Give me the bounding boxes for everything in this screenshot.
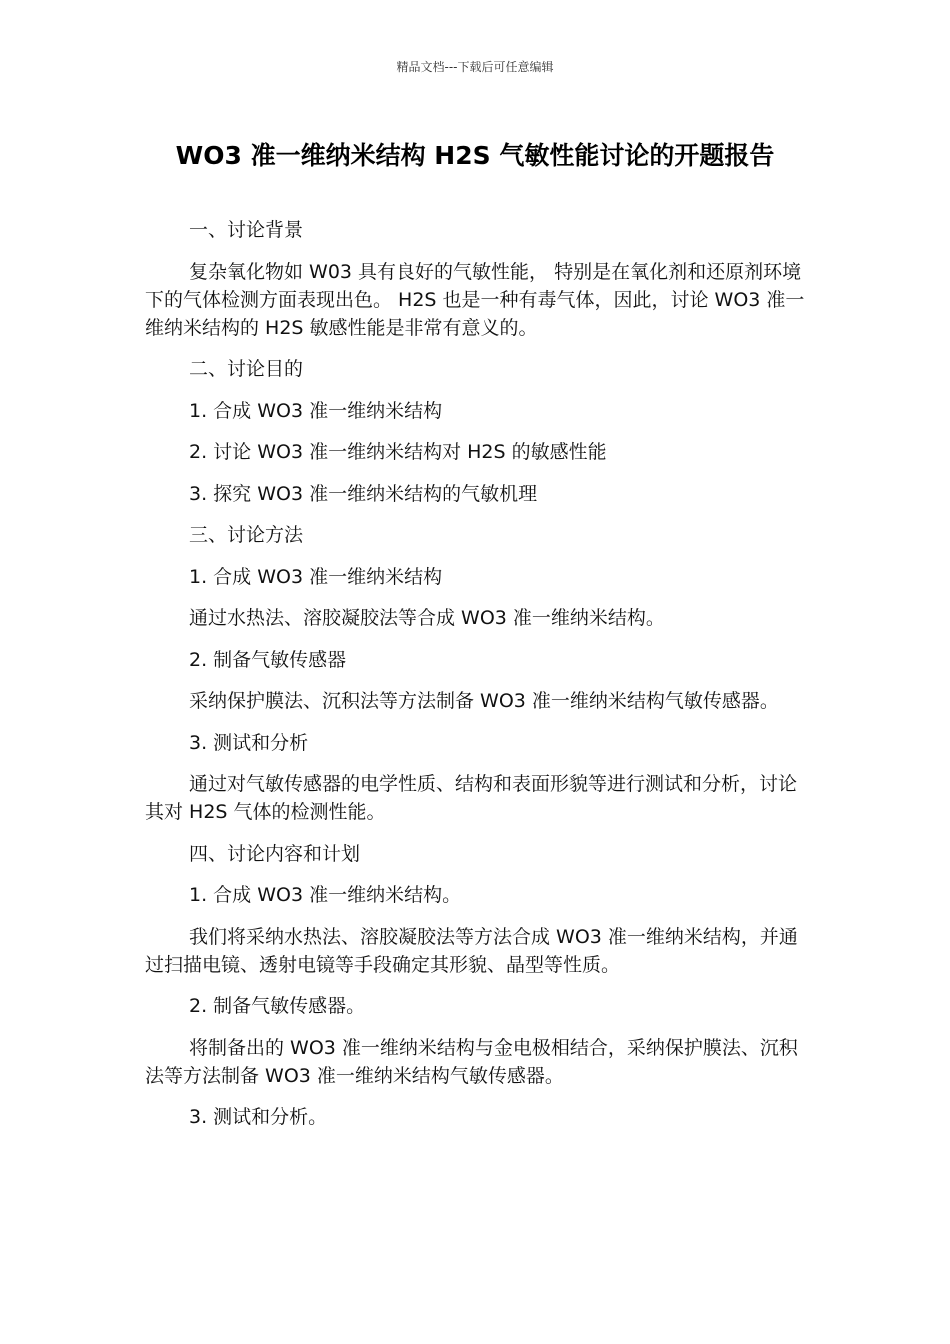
purpose-item-1: 1. 合成 WO3 准一维纳米结构 [189, 399, 443, 422]
section-heading-background: 一、讨论背景 [189, 219, 304, 241]
section-heading-plan: 四、讨论内容和计划 [189, 842, 361, 865]
methods-item-1: 1. 合成 WO3 准一维纳米结构 [189, 565, 443, 588]
page-header-note: 精品文档---下载后可任意编辑 [396, 60, 554, 74]
plan-item-2-text: 将制备出的 WO3 准一维纳米结构与金电极相结合，采纳保护膜法、沉积法等方法制备 WO3 准一维纳米结构气敏传感器。 [145, 1036, 798, 1087]
section-heading-purpose: 二、讨论目的 [189, 358, 304, 380]
plan-item-3: 3. 测试和分析。 [189, 1106, 328, 1128]
methods-item-2-text: 采纳保护膜法、沉积法等方法制备 WO3 准一维纳米结构气敏传感器。 [189, 690, 779, 712]
methods-item-2: 2. 制备气敏传感器 [189, 648, 347, 671]
purpose-item-2: 2. 讨论 WO3 准一维纳米结构对 H2S 的敏感性能 [189, 441, 607, 463]
methods-item-1-text: 通过水热法、溶胶凝胶法等合成 WO3 准一维纳米结构。 [189, 607, 665, 629]
methods-item-3-text: 通过对气敏传感器的电学性质、结构和表面形貌等进行测试和分析，讨论其对 H2S 气体的检测性能。 [145, 773, 798, 823]
document-title: WO3 准一维纳米结构 H2S 气敏性能讨论的开题报告 [175, 141, 775, 170]
paragraph-background: 复杂氧化物如 W03 具有良好的气敏性能， 特别是在氧化剂和还原剂环境下的气体检测方面表现出色。 H2S 也是一种有毒气体，因此，讨论 WO3 准一维纳米结构的 H2S 敏感性能是非常有意义的。 [145, 260, 805, 339]
purpose-item-3: 3. 探究 WO3 准一维纳米结构的气敏机理 [189, 482, 538, 505]
plan-item-1: 1. 合成 WO3 准一维纳米结构。 [189, 884, 462, 906]
plan-item-1-text: 我们将采纳水热法、溶胶凝胶法等方法合成 WO3 准一维纳米结构，并通过扫描电镜、透射电镜等手段确定其形貌、晶型等性质。 [145, 925, 798, 976]
methods-item-3: 3. 测试和分析 [189, 731, 309, 754]
document-body [145, 216, 805, 1145]
plan-item-2: 2. 制备气敏传感器。 [189, 995, 366, 1017]
section-heading-methods: 三、讨论方法 [189, 524, 304, 546]
